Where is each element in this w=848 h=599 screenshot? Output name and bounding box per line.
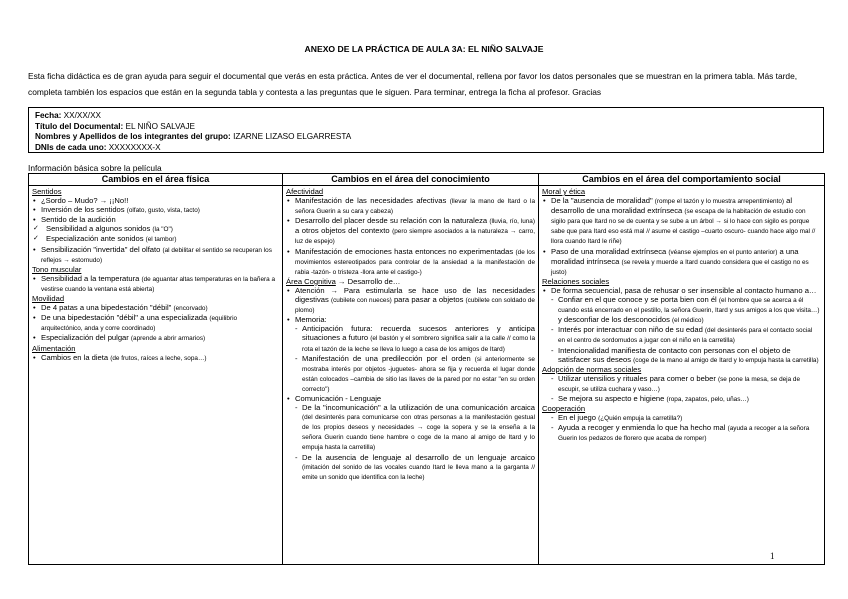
section-alimentacion: Alimentación [32, 343, 76, 353]
list-item: • Manifestación de las necesidades afectivas (llevar la mano de Itard o la señora Guerin a su cara y cabeza) [286, 196, 535, 216]
list-item: - Ayuda a recoger y enmienda lo que ha hecho mal (ayuda a recoger a la señora Guerin los pedazos de florero que acaba de romper) [549, 423, 821, 443]
list-item: • Sensibilidad a la temperatura (de aguantar altas temperaturas en la bañera a vestirse cuando la ventana está abierta) [32, 274, 279, 294]
list-item: • De forma secuencial, pasa de rehusar o ser insensible al contacto humano a… [542, 286, 821, 295]
list-item: • Memoria: [286, 315, 535, 324]
section-normas: Adopción de normas sociales [542, 364, 642, 374]
info-table [28, 107, 824, 153]
list-item: - Confiar en el que conoce y se porta bien con él (el hombre que se acerca a él cuando está encerrado en el pestillo, la señora Guerin, Itard y sus amigos a los que visita…) y desconfiar de los desconocidos (el médico) [549, 295, 821, 325]
header-social: Cambios en el área del comportamiento social [539, 174, 825, 186]
info-titulo: Título del Documental: EL NIÑO SALVAJE [35, 121, 195, 131]
list-item: - De la ausencia de lenguaje al desarrollo de un lenguaje arcaico (imitación del sonido de las vocales cuando Itard le lleva mano a la garganta // emite un sonido que identifica con la leche) [293, 453, 535, 482]
list-item: • Paso de una moralidad extrínseca (véanse ejemplos en el punto anterior) a una moralidad intrínseca (se revela y muerde a Itard cuando considera que el castigo no es justo) [542, 247, 821, 277]
list-item: • Cambios en la dieta (de frutos, raíces a leche, sopa…) [32, 353, 279, 363]
changes-table [28, 173, 825, 565]
list-item: • De una bipedestación "débil" a una especializada (equilibrio arquitectónico, anda y corre coordinado) [32, 313, 279, 333]
list-item: • Comunicación - Lenguaje [286, 394, 535, 403]
page-number: 1 [770, 551, 775, 561]
list-item: - Intencionalidad manifiesta de contacto con personas con el objeto de satisfacer sus deseos (coge de la mano al amigo de Itard y lo empuja hasta la carretilla) [549, 346, 821, 365]
column-fisica [29, 186, 283, 565]
column-social [539, 186, 825, 565]
document-title: ANEXO DE LA PRÁCTICA DE AULA 3A: EL NIÑO SALVAJE [304, 44, 544, 54]
header-fisica: Cambios en el área física [29, 174, 283, 186]
info-nombres: Nombres y Apellidos de los integrantes del grupo: IZARNE LIZASO ELGARRESTA [35, 132, 352, 141]
section-movilidad: Movilidad [32, 294, 65, 304]
list-item: • Desarrollo del placer desde su relación con la naturaleza (lluvia, río, luna) a otros objetos del contexto (pero siempre asociados a la naturaleza → carro, luz de espejo) [286, 216, 535, 246]
list-item: • Sensibilización "invertida" del olfato (al debilitar el sentido se recuperan los reflejos → estornudo) [32, 245, 279, 265]
section-moral: Moral y ética [542, 187, 586, 196]
info-fecha: Fecha: XX/XX/XX [35, 111, 101, 120]
list-item: - Anticipación futura: recuerda sucesos anteriores y anticipa situaciones a futuro (el bastón y el sombrero significa salir a la calle // como la rota el tazón de la leche se lleva lo luego a casa de los amigos de Itard) [293, 324, 535, 353]
list-item: ✓ Sensibilidad a algunos sonidos (la "O") [32, 224, 279, 234]
list-item: - Utilizar utensilios y rituales para comer o beber (se pone la mesa, se deja de escupir, se utiliza cuchara y vaso…) [549, 374, 821, 394]
list-item: • Sentido de la audición [32, 215, 279, 224]
intro-paragraph: Esta ficha didáctica es de gran ayuda para seguir el documental que verás en esta práctica. Antes de ver el documental, rellena por favor los datos personales que se muestran en la primera tabla. Más tarde, completa también los espacios que están en la segunda tabla y contesta a las preguntas que le siguen. Para terminar, entrega la ficha al profesor. Gracias [28, 71, 798, 97]
list-item: - Manifestación de una predilección por el orden (si anteriormente se mostraba interés por objetos -juguetes- ahora se fija y recuerda el lugar donde están colocados –cambia de sitio las llaves de la pared por no estar "en su orden correcto") [293, 354, 535, 394]
list-item: - De la "incomunicación" a la utilización de una comunicación arcaica (del desinterés para comunicarse con otras personas a la manifestación gestual de los propios deseos y necesidades → coge la sopera y se la enseña a la señora Guerin cuando tiene hambre o coge de la mano al amigo de Itard y lo empuja hasta la carretilla) [293, 403, 535, 452]
list-item: • Inversión de los sentidos (olfato, gusto, vista, tacto) [32, 205, 279, 215]
info-dni: DNIs de cada uno: XXXXXXXX-X [35, 142, 161, 152]
list-item: • Especialización del pulgar (aprende a abrir armarios) [32, 333, 279, 343]
list-item: ✓ Especialización ante sonidos (el tambor) [32, 234, 279, 244]
column-conocimiento [283, 186, 539, 565]
list-item: - En el juego (¿Quién empuja la carretilla?) [549, 413, 821, 423]
list-item: • Atención → Para estimularla se hace uso de las necesidades digestivas (cubilete con nueces) para pasar a objetos (cubilete con soldado de plomo) [286, 286, 535, 315]
list-item: • De 4 patas a una bipedestación "débil" (encorvado) [32, 303, 279, 313]
section-relaciones: Relaciones sociales [542, 276, 610, 286]
basic-info-heading: Información básica sobre la película [28, 163, 162, 173]
section-tono: Tono muscular [32, 264, 82, 274]
list-item: • ¿Sordo – Mudo? → ¡¡No!! [32, 196, 279, 205]
section-cognitiva: Área Cognitiva → Desarrollo de… [286, 276, 401, 286]
section-sentidos: Sentidos [32, 187, 62, 196]
list-item: • Manifestación de emociones hasta entonces no experimentadas (de los movimientos estereotipados para controlar de la ansiedad a la manifestación de rabia -tazón- o tristeza -llora ante el castigo-) [286, 247, 535, 277]
list-item: - Se mejora su aspecto e higiene (ropa, zapatos, pelo, uñas…) [549, 394, 821, 404]
section-afectividad: Afectividad [286, 187, 324, 196]
header-conocimiento: Cambios en el área del conocimiento [283, 174, 539, 186]
section-cooperacion: Cooperación [542, 404, 586, 414]
list-item: • De la "ausencia de moralidad" (rompe el tazón y lo muestra arrepentimiento) al desarrollo de una moralidad extrínseca (se escapa de la habitación de estudio con sigilo para que Itard no se de cuenta y se sube a un árbol → si lo hace con sigilo es porque sabe que para Itard eso está mal // asume el castigo –cuarto oscuro- cuando hace algo mal // llora cuando Itard le riñe) [542, 196, 821, 246]
list-item: - Interés por interactuar con niño de su edad (del desinterés para el contacto social en el centro de sordomudos a jugar con el niño en la carretilla) [549, 325, 821, 345]
